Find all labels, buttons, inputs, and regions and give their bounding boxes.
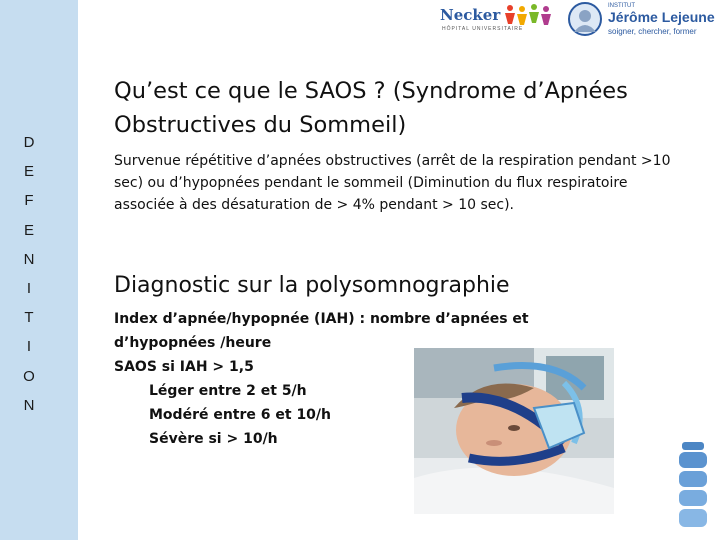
vertical-letter: D [23, 134, 35, 151]
blue-bottle-icon [676, 440, 710, 532]
necker-figures-icon [504, 4, 552, 26]
vertical-letter: F [24, 192, 34, 210]
sidebar-band [0, 0, 78, 540]
child-with-cpap-mask-photo [414, 348, 614, 514]
list-item: SAOS si IAH > 1,5 [114, 359, 254, 375]
vertical-letter: E [23, 163, 34, 181]
list-item: Modéré entre 6 et 10/h [149, 407, 332, 423]
necker-logo [440, 4, 560, 36]
header-logos [430, 0, 720, 40]
definition-text: Survenue répétitive d’apnées obstructives (arrêt de la respiration pendant >10 sec) ou d’hypopnées pendant le sommeil (Diminution du flux respiratoire associée à des désaturation de > 4% pendant > 10 sec). [114, 153, 671, 213]
vertical-letter: I [26, 279, 32, 297]
vertical-letter: N [23, 250, 35, 268]
lejeune-logo-tagline: soigner, chercher, former [608, 27, 697, 36]
vertical-letter: I [26, 338, 32, 356]
vertical-letter: N [23, 396, 35, 414]
vertical-letter: T [24, 309, 34, 327]
lejeune-logo-institut: INSTITUT [608, 3, 635, 9]
necker-logo-subtitle: HÔPITAL UNIVERSITAIRE [442, 26, 524, 32]
necker-logo-name: Necker [440, 6, 501, 24]
slide-title: Qu’est ce que le SAOS ? (Syndrome d’Apnées Obstructives du Sommeil) [114, 78, 628, 138]
lejeune-logo [568, 2, 718, 38]
list-item: Index d’apnée/hypopnée (IAH) : nombre d’apnées et d’hypopnées /heure [114, 311, 529, 351]
list-item: Léger entre 2 et 5/h [149, 383, 307, 399]
lejeune-portrait-icon [568, 2, 602, 36]
vertical-letter: O [23, 367, 35, 385]
diagnostic-heading: Diagnostic sur la polysomnographie [114, 273, 510, 298]
vertical-letter: E [23, 221, 34, 239]
lejeune-logo-name: Jérôme Lejeune [608, 9, 715, 25]
list-item: Sévère si > 10/h [149, 431, 278, 447]
vertical-word-definition [0, 128, 58, 420]
